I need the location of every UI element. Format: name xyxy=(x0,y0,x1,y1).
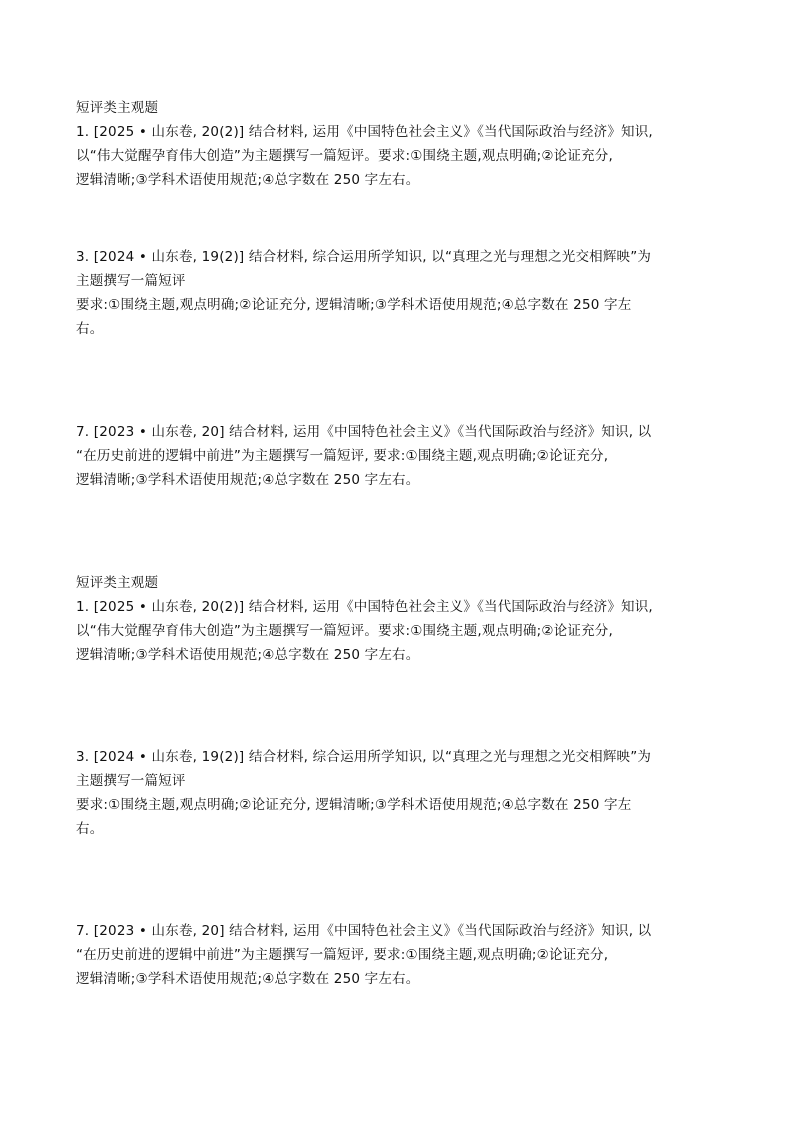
question-line: 7. [2023 • 山东卷, 20] 结合材料, 运用《中国特色社会主义》《当代国际政治与经济》知识, 以 xyxy=(76,923,652,939)
question-line: 要求:①围绕主题,观点明确;②论证充分, 逻辑清晰;③学科术语使用规范;④总字数在 250 字左 xyxy=(76,297,632,313)
question-line: 右。 xyxy=(76,821,104,837)
question-line: 逻辑清晰;③学科术语使用规范;④总字数在 250 字左右。 xyxy=(76,971,420,987)
question-line: 以“伟大觉醒孕育伟大创造”为主题撰写一篇短评。要求:①围绕主题,观点明确;②论证充分, xyxy=(76,148,613,164)
question-line: 要求:①围绕主题,观点明确;②论证充分, 逻辑清晰;③学科术语使用规范;④总字数在 250 字左 xyxy=(76,797,632,813)
section-heading xyxy=(76,571,728,595)
question-1 xyxy=(76,120,728,192)
question-line: 1. [2025 • 山东卷, 20(2)] 结合材料, 运用《中国特色社会主义》《当代国际政治与经济》知识, xyxy=(76,599,653,615)
question-3 xyxy=(76,745,728,841)
question-7 xyxy=(76,420,728,492)
section-heading-text: 短评类主观题 xyxy=(76,575,159,591)
question-1 xyxy=(76,595,728,667)
question-line: “在历史前进的逻辑中前进”为主题撰写一篇短评, 要求:①围绕主题,观点明确;②论证充分, xyxy=(76,947,609,963)
question-line: 右。 xyxy=(76,321,104,337)
question-line: 3. [2024 • 山东卷, 19(2)] 结合材料, 综合运用所学知识, 以“真理之光与理想之光交相辉映”为 xyxy=(76,749,652,765)
question-line: 逻辑清晰;③学科术语使用规范;④总字数在 250 字左右。 xyxy=(76,647,420,663)
question-line: “在历史前进的逻辑中前进”为主题撰写一篇短评, 要求:①围绕主题,观点明确;②论证充分, xyxy=(76,448,609,464)
question-7 xyxy=(76,919,728,991)
question-line: 主题撰写一篇短评 xyxy=(76,773,186,789)
question-line: 逻辑清晰;③学科术语使用规范;④总字数在 250 字左右。 xyxy=(76,172,420,188)
question-3 xyxy=(76,245,728,341)
question-line: 7. [2023 • 山东卷, 20] 结合材料, 运用《中国特色社会主义》《当代国际政治与经济》知识, 以 xyxy=(76,424,652,440)
section-heading-text: 短评类主观题 xyxy=(76,100,159,116)
question-line: 3. [2024 • 山东卷, 19(2)] 结合材料, 综合运用所学知识, 以“真理之光与理想之光交相辉映”为 xyxy=(76,249,652,265)
question-line: 逻辑清晰;③学科术语使用规范;④总字数在 250 字左右。 xyxy=(76,472,420,488)
section-heading xyxy=(76,96,728,120)
question-line: 以“伟大觉醒孕育伟大创造”为主题撰写一篇短评。要求:①围绕主题,观点明确;②论证充分, xyxy=(76,623,613,639)
question-line: 主题撰写一篇短评 xyxy=(76,273,186,289)
question-line: 1. [2025 • 山东卷, 20(2)] 结合材料, 运用《中国特色社会主义》《当代国际政治与经济》知识, xyxy=(76,124,653,140)
